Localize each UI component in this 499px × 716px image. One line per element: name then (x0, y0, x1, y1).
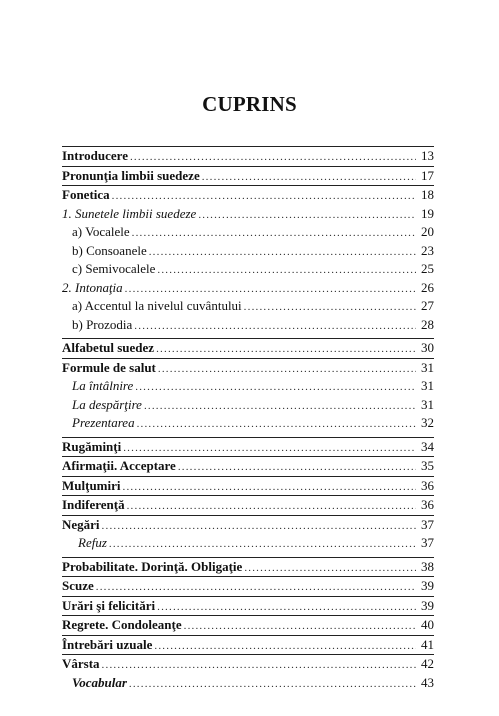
toc-entry (62, 495, 434, 515)
toc-entry-label: Formule de salut (62, 359, 156, 375)
toc-entry-label: 2. Intonaţia (62, 279, 123, 295)
leader-dots (157, 598, 416, 617)
leader-dots (154, 637, 416, 656)
toc-entry-label: Introducere (62, 148, 128, 163)
leader-dots (125, 280, 416, 299)
leader-dots (137, 415, 416, 434)
leader-dots (135, 378, 416, 397)
toc-entry (62, 279, 434, 298)
toc-entry-label: Negări (62, 516, 100, 532)
toc-entry-label: Întrebări uzuale (62, 636, 153, 652)
leader-dots (112, 187, 416, 206)
toc-entry (62, 166, 434, 186)
toc-entry-page: 40 (421, 617, 434, 632)
toc-entry-page: 38 (421, 558, 434, 574)
toc-entry-page: 37 (421, 535, 434, 550)
toc-entry-label: 1. Sunetele limbii suedeze (62, 205, 197, 221)
leader-dots (184, 617, 416, 636)
toc-entry (62, 635, 434, 655)
toc-entry (62, 576, 434, 596)
toc-entry-page: 31 (421, 396, 434, 412)
toc-entry-page: 37 (421, 516, 434, 532)
toc-entry-page: 36 (421, 497, 434, 512)
leader-dots (123, 439, 416, 458)
toc-entry-label: Pronunţia limbii suedeze (62, 167, 200, 183)
toc-entry-label: Vârsta (62, 656, 100, 671)
leader-dots (149, 243, 416, 262)
leader-dots (158, 360, 416, 379)
leader-dots (102, 656, 416, 675)
toc-entry (62, 146, 434, 166)
toc-entry-label: Rugăminţi (62, 438, 122, 454)
leader-dots (202, 168, 416, 187)
toc-entry (62, 242, 434, 261)
toc-entry-page: 25 (421, 261, 434, 276)
toc-entry-label: La despărţire (72, 396, 142, 412)
leader-dots (198, 206, 416, 225)
toc-entry (62, 377, 434, 396)
leader-dots (130, 148, 416, 167)
toc-entry-page: 39 (421, 578, 434, 593)
toc-entry (62, 615, 434, 635)
leader-dots (134, 317, 416, 336)
leader-dots (123, 478, 417, 497)
toc-entry-page: 43 (421, 674, 434, 690)
toc-entry (62, 414, 434, 433)
toc-entry (62, 297, 434, 316)
toc-entry-label: Urări şi felicitări (62, 597, 156, 613)
toc-entry-label: b) Consoanele (72, 242, 147, 258)
toc-entry (62, 456, 434, 476)
toc-entry (62, 223, 434, 242)
toc-entry-page: 31 (421, 378, 434, 393)
toc-entry-page: 23 (421, 242, 434, 258)
toc-entry (62, 534, 434, 553)
toc-entry-label: a) Accentul la nivelul cuvântului (72, 298, 242, 313)
toc-entry-page: 42 (421, 656, 434, 671)
toc-entry-label: Indiferenţă (62, 497, 125, 512)
leader-dots (156, 340, 416, 359)
toc-entry-page: 35 (421, 458, 434, 473)
leader-dots (244, 559, 416, 578)
toc-entry-page: 19 (421, 205, 434, 221)
toc-entry-page: 28 (421, 316, 434, 332)
toc-entry-label: a) Vocalele (72, 224, 130, 239)
toc-entry-label: Alfabetul suedez (62, 340, 155, 355)
toc-entry-page: 17 (421, 167, 434, 183)
toc-entry (62, 260, 434, 279)
toc-entry-page: 36 (421, 477, 434, 493)
toc-entry-page: 26 (421, 279, 434, 295)
toc-entry (62, 316, 434, 335)
toc-entry-label: Probabilitate. Dorinţă. Obligaţie (62, 558, 243, 574)
toc-entry-label: c) Semivocalele (72, 261, 156, 276)
toc-entry (62, 396, 434, 415)
toc-entry-page: 20 (421, 224, 434, 239)
toc-entry (62, 476, 434, 496)
toc-entry-page: 18 (421, 187, 434, 202)
leader-dots (127, 497, 416, 516)
toc-entry (62, 596, 434, 616)
toc-entry-page: 13 (421, 148, 434, 163)
toc-entry-label: b) Prozodia (72, 316, 133, 332)
toc-entry-label: Afirmaţii. Acceptare (62, 458, 176, 473)
leader-dots (144, 397, 416, 416)
leader-dots (244, 298, 416, 317)
table-of-contents (62, 146, 434, 692)
toc-entry (62, 338, 434, 358)
toc-entry-label: Vocabular (72, 674, 127, 690)
toc-entry (62, 654, 434, 674)
leader-dots (132, 224, 416, 243)
toc-entry (62, 358, 434, 378)
toc-entry-label: Mulţumiri (62, 477, 121, 493)
toc-entry-label: Refuz (78, 535, 107, 550)
toc-entry (62, 557, 434, 577)
toc-entry (62, 185, 434, 205)
page-title: CUPRINS (202, 92, 297, 116)
leader-dots (129, 675, 416, 694)
toc-entry-label: Fonetica (62, 187, 110, 202)
toc-entry-label: La întâlnire (72, 378, 134, 393)
toc-entry (62, 205, 434, 224)
toc-entry-page: 31 (421, 359, 434, 375)
toc-entry-page: 30 (421, 340, 434, 355)
toc-entry-page: 27 (421, 298, 434, 313)
toc-entry-label: Scuze (62, 578, 94, 593)
toc-entry (62, 515, 434, 535)
toc-entry-label: Prezentarea (72, 415, 135, 430)
toc-entry-label: Regrete. Condoleanţe (62, 617, 182, 632)
leader-dots (102, 517, 416, 536)
leader-dots (157, 261, 416, 280)
toc-entry (62, 437, 434, 457)
leader-dots (96, 578, 416, 597)
toc-entry-page: 32 (421, 415, 434, 430)
leader-dots (109, 535, 416, 554)
toc-entry (62, 674, 434, 693)
leader-dots (178, 458, 416, 477)
toc-entry-page: 39 (421, 597, 434, 613)
toc-entry-page: 34 (421, 438, 434, 454)
toc-entry-page: 41 (421, 636, 434, 652)
